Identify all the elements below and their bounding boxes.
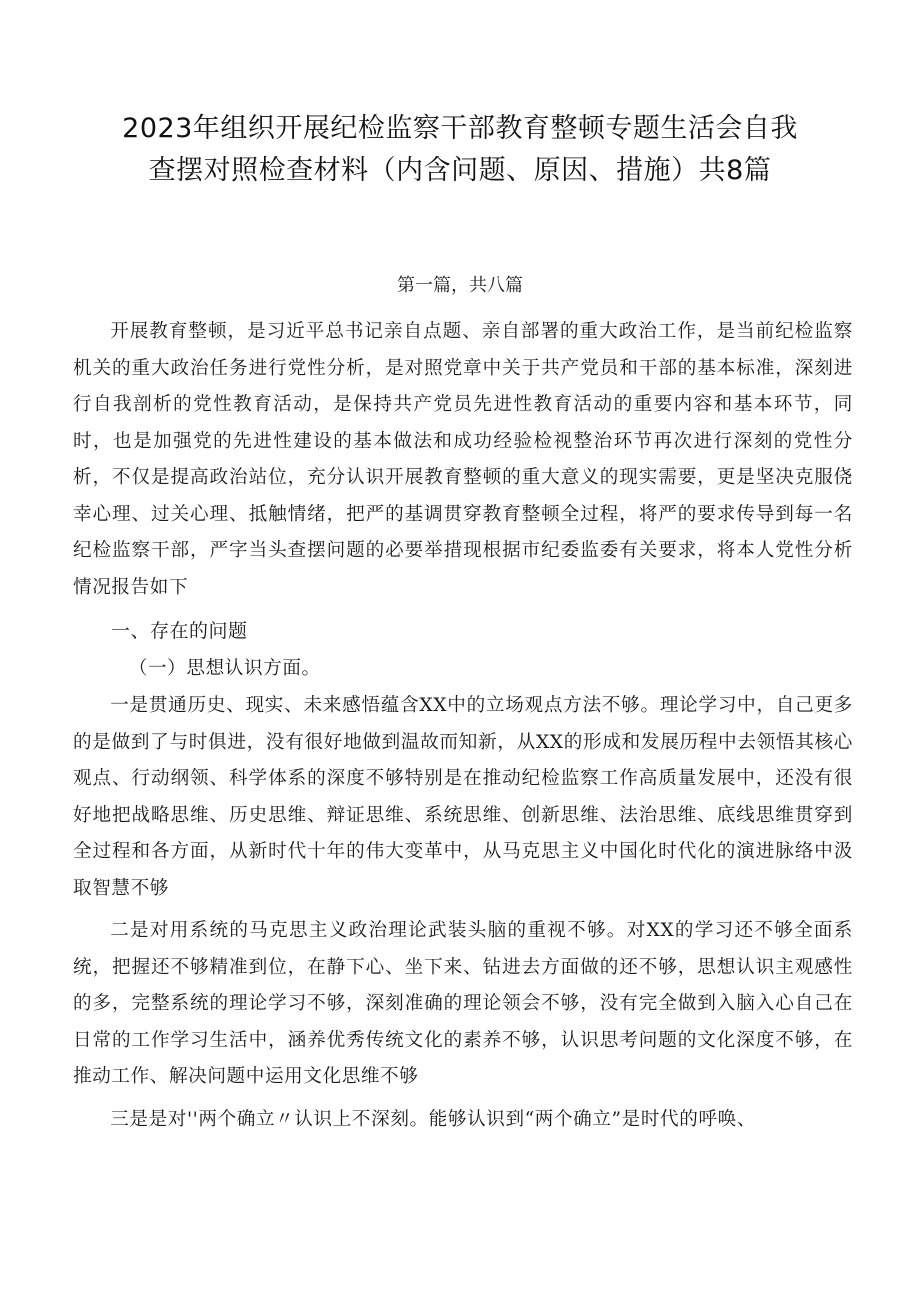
paragraph-point-1: 一是贯通历史、现实、未来感悟蕴含XX中的立场观点方法不够。理论学习中，自己更多的是做到了与时俱进，没有很好地做到温故而知新，从XX的形成和发展历程中去领悟其核心观点、行动纲领、科学体系的深度不够特别是在推动纪检监察工作高质量发展中，还没有很好地把战略思维、历史思维、辩证思维、系统思维、创新思维、法治思维、底线思维贯穿到全过程和各方面，从新时代十年的伟大变革中，从马克思主义中国化时代化的演进脉络中汲取智慧不够 [73, 695, 853, 899]
document-body [73, 314, 853, 1138]
section-label: 第一篇，共八篇 [397, 275, 523, 296]
intro-paragraph: 开展教育整顿，是习近平总书记亲自点题、亲自部署的重大政治工作，是当前纪检监察机关的重大政治任务进行党性分析，是对照党章中关于共产党员和干部的基本标准，深刻进行自我剖析的党性教育活动，是保持共产党员先进性教育活动的重要内容和基本环节，同时，也是加强党的先进性建设的基本做法和成功经验检视整治环节再次进行深刻的党性分析，不仅是提高政治站位，充分认识开展教育整顿的重大意义的现实需要，更是坚决克服侥幸心理、过关心理、抵触情绪，把严的基调贯穿教育整顿全过程，将严的要求传导到每一名纪检监察干部，严字当头查摆问题的必要举措现根据市纪委监委有关要求，将本人党性分析情况报告如下 [73, 321, 853, 598]
document-title: 2023年组织开展纪检监察干部教育整顿专题生活会自我查摆对照检查材料（内含问题、原因、措施）共8篇 [122, 113, 798, 186]
paragraph-point-2: 二是对用系统的马克思主义政治理论武装头脑的重视不够。对XX的学习还不够全面系统，把握还不够精准到位，在静下心、坐下来、钻进去方面做的还不够，思想认识主观感性的多，完整系统的理论学习不够，深刻准确的理论领会不够，没有完全做到入脑入心自己在日常的工作学习生活中，涵养优秀传统文化的素养不够，认识思考问题的文化深度不够，在推动工作、解决问题中运用文化思维不够 [73, 920, 853, 1087]
subheading-ideological-understanding: （一）思想认识方面。 [128, 658, 321, 679]
paragraph-point-3: 三是是对''两个确立〃认识上不深刻。能够认识到“两个确立”是时代的呼唤、 [110, 1108, 757, 1130]
heading-existing-problems: 一、存在的问题 [111, 620, 248, 642]
